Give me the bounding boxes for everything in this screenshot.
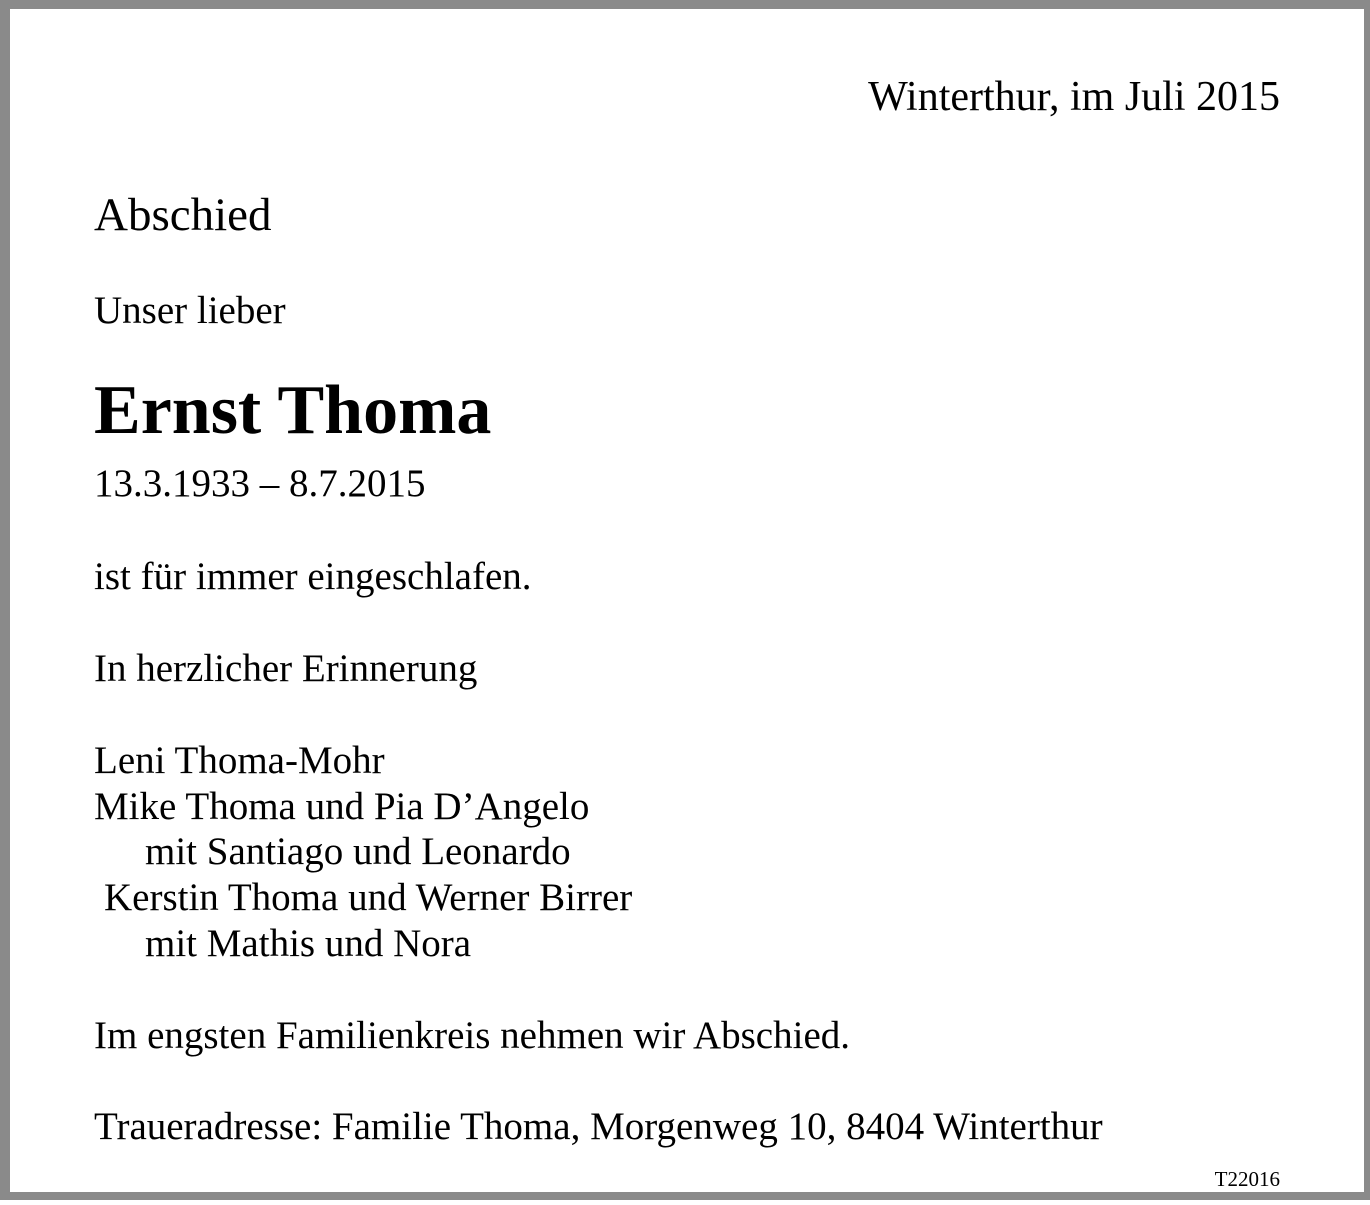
farewell-text: Im engsten Familienkreis nehmen wir Abschied. xyxy=(94,1014,851,1057)
mourner-line: Leni Thoma-Mohr xyxy=(94,739,385,782)
mourner-line: Mike Thoma und Pia D’Angelo xyxy=(94,785,590,828)
remembrance-text: In herzlicher Erinnerung xyxy=(94,647,478,690)
deceased-name: Ernst Thoma xyxy=(94,372,492,449)
intro-text: Unser lieber xyxy=(94,289,286,332)
mourning-address: Traueradresse: Familie Thoma, Morgenweg 10, 8404 Winterthur xyxy=(94,1105,1103,1148)
place-and-date: Winterthur, im Juli 2015 xyxy=(868,74,1280,120)
statement-text: ist für immer eingeschlafen. xyxy=(94,555,532,598)
notice-heading: Abschied xyxy=(94,189,272,241)
life-dates: 13.3.1933 – 8.7.2015 xyxy=(94,462,426,505)
mourner-line: mit Mathis und Nora xyxy=(145,922,472,965)
reference-code: T22016 xyxy=(1214,1167,1280,1191)
mourner-line: mit Santiago und Leonardo xyxy=(145,830,571,873)
mourner-line: Kerstin Thoma und Werner Birrer xyxy=(104,876,633,919)
